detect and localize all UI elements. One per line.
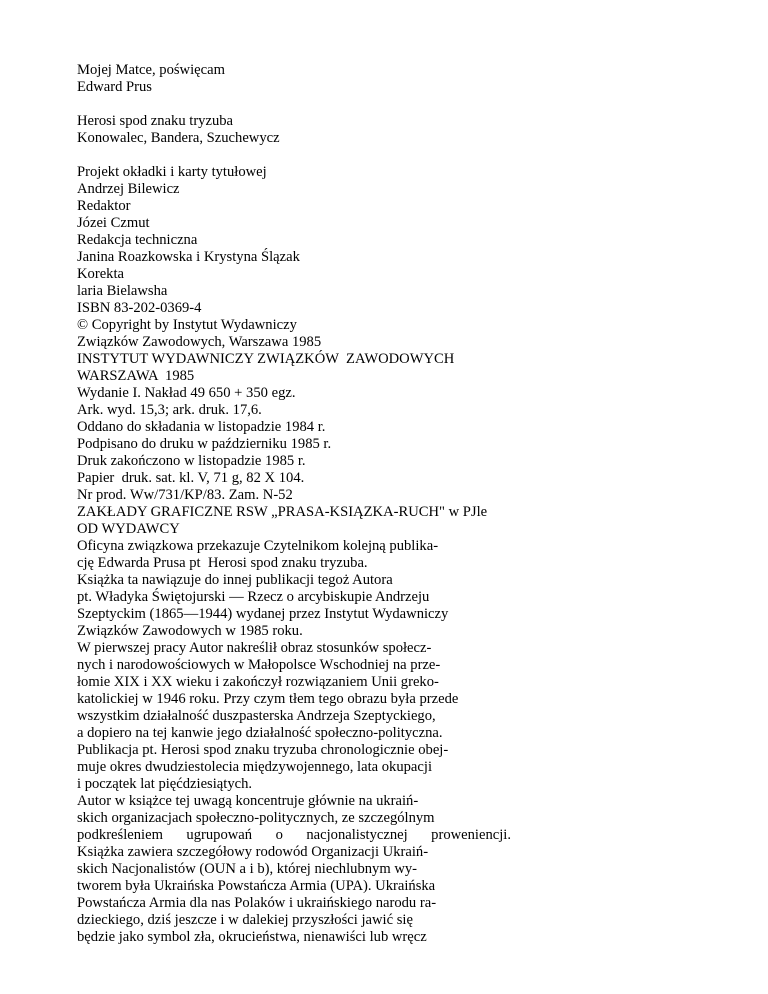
body-line: i początek lat pięćdziesiątych. <box>77 776 253 792</box>
book-title: Herosi spod znaku tryzuba <box>77 113 234 129</box>
body-line: będzie jako symbol zła, okrucieństwa, nienawiści lub wręcz <box>77 929 427 945</box>
body-line: Związków Zawodowych w 1985 roku. <box>77 623 303 639</box>
body-line: Powstańcza Armia dla nas Polaków i ukraińskiego narodu ra- <box>77 895 437 911</box>
body-line: nych i narodowościowych w Małopolsce Wschodniej na prze- <box>77 657 441 673</box>
copyright-line: Związków Zawodowych, Warszawa 1985 <box>77 334 322 350</box>
colophon-line: Wydanie I. Nakład 49 650 + 350 egz. <box>77 385 296 401</box>
body-line: Autor w książce tej uwagą koncentruje głównie na ukraiń- <box>77 793 419 809</box>
colophon-block <box>77 164 737 946</box>
document-page <box>77 62 737 946</box>
body-line: Oficyna związkowa przekazuje Czytelnikom kolejną publika- <box>77 538 439 554</box>
body-line: muje okres dwudziestolecia międzywojennego, lata okupacji <box>77 759 432 775</box>
colophon-line: Nr prod. Ww/731/KP/83. Zam. N-52 <box>77 487 293 503</box>
body-line: podkreśleniem ugrupowań o nacjonalistycznej proweniencji. <box>77 827 511 843</box>
publisher-line: WARSZAWA 1985 <box>77 368 195 384</box>
colophon-line: Redaktor <box>77 198 131 214</box>
colophon-line: Druk zakończono w listopadzie 1985 r. <box>77 453 306 469</box>
dedication-line: Mojej Matce, poświęcam <box>77 62 225 78</box>
colophon-line: Korekta <box>77 266 125 282</box>
body-line: tworem była Ukraińska Powstańcza Armia (UPA). Ukraińska <box>77 878 436 894</box>
body-line: Publikacja pt. Herosi spod znaku tryzuba chronologicznie obej- <box>77 742 449 758</box>
body-line: Książka zawiera szczegółowy rodowód Organizacji Ukraiń- <box>77 844 429 860</box>
colophon-line: Andrzej Bilewicz <box>77 181 180 197</box>
body-line: dzieckiego, dziś jeszcze i w dalekiej przyszłości jawić się <box>77 912 413 928</box>
copyright-line: © Copyright by Instytut Wydawniczy <box>77 317 297 333</box>
body-line: cję Edwarda Prusa pt Herosi spod znaku tryzuba. <box>77 555 368 571</box>
colophon-line: laria Bielawsha <box>77 283 168 299</box>
section-heading: OD WYDAWCY <box>77 521 180 537</box>
body-line: wszystkim działalność duszpasterska Andrzeja Szeptyckiego, <box>77 708 436 724</box>
book-subtitle: Konowalec, Bandera, Szuchewycz <box>77 130 280 146</box>
body-line: katolickiej w 1946 roku. Przy czym tłem tego obrazu była przede <box>77 691 459 707</box>
body-line: W pierwszej pracy Autor nakreślił obraz stosunków społecz- <box>77 640 432 656</box>
title-block <box>77 113 737 147</box>
colophon-line: Janina Roazkowska i Krystyna Ślązak <box>77 249 300 265</box>
author-name: Edward Prus <box>77 79 152 95</box>
printer-line: ZAKŁADY GRAFICZNE RSW „PRASA-KSIĄZKA-RUCH" w PJle <box>77 504 488 520</box>
dedication-block <box>77 62 737 96</box>
isbn-line: ISBN 83-202-0369-4 <box>77 300 202 316</box>
body-line: Książka ta nawiązuje do innej publikacji tegoż Autora <box>77 572 393 588</box>
body-line: skich Nacjonalistów (OUN a i b), której niechlubnym wy- <box>77 861 418 877</box>
body-line: pt. Władyka Świętojurski — Rzecz o arcybiskupie Andrzeju <box>77 589 430 605</box>
body-line: skich organizacjach społeczno-politycznych, ze szczególnym <box>77 810 435 826</box>
body-line: Szeptyckim (1865—1944) wydanej przez Instytut Wydawniczy <box>77 606 449 622</box>
colophon-line: Oddano do składania w listopadzie 1984 r. <box>77 419 326 435</box>
publisher-line: INSTYTUT WYDAWNICZY ZWIĄZKÓW ZAWODOWYCH <box>77 351 455 367</box>
colophon-line: Redakcja techniczna <box>77 232 198 248</box>
body-line: a dopiero na tej kanwie jego działalność społeczno-polityczna. <box>77 725 443 741</box>
colophon-line: Józei Czmut <box>77 215 150 231</box>
colophon-line: Ark. wyd. 15,3; ark. druk. 17,6. <box>77 402 262 418</box>
colophon-line: Papier druk. sat. kl. V, 71 g, 82 X 104. <box>77 470 305 486</box>
colophon-line: Projekt okładki i karty tytułowej <box>77 164 267 180</box>
colophon-line: Podpisano do druku w październiku 1985 r. <box>77 436 332 452</box>
body-line: łomie XIX i XX wieku i zakończył rozwiązaniem Unii greko- <box>77 674 439 690</box>
